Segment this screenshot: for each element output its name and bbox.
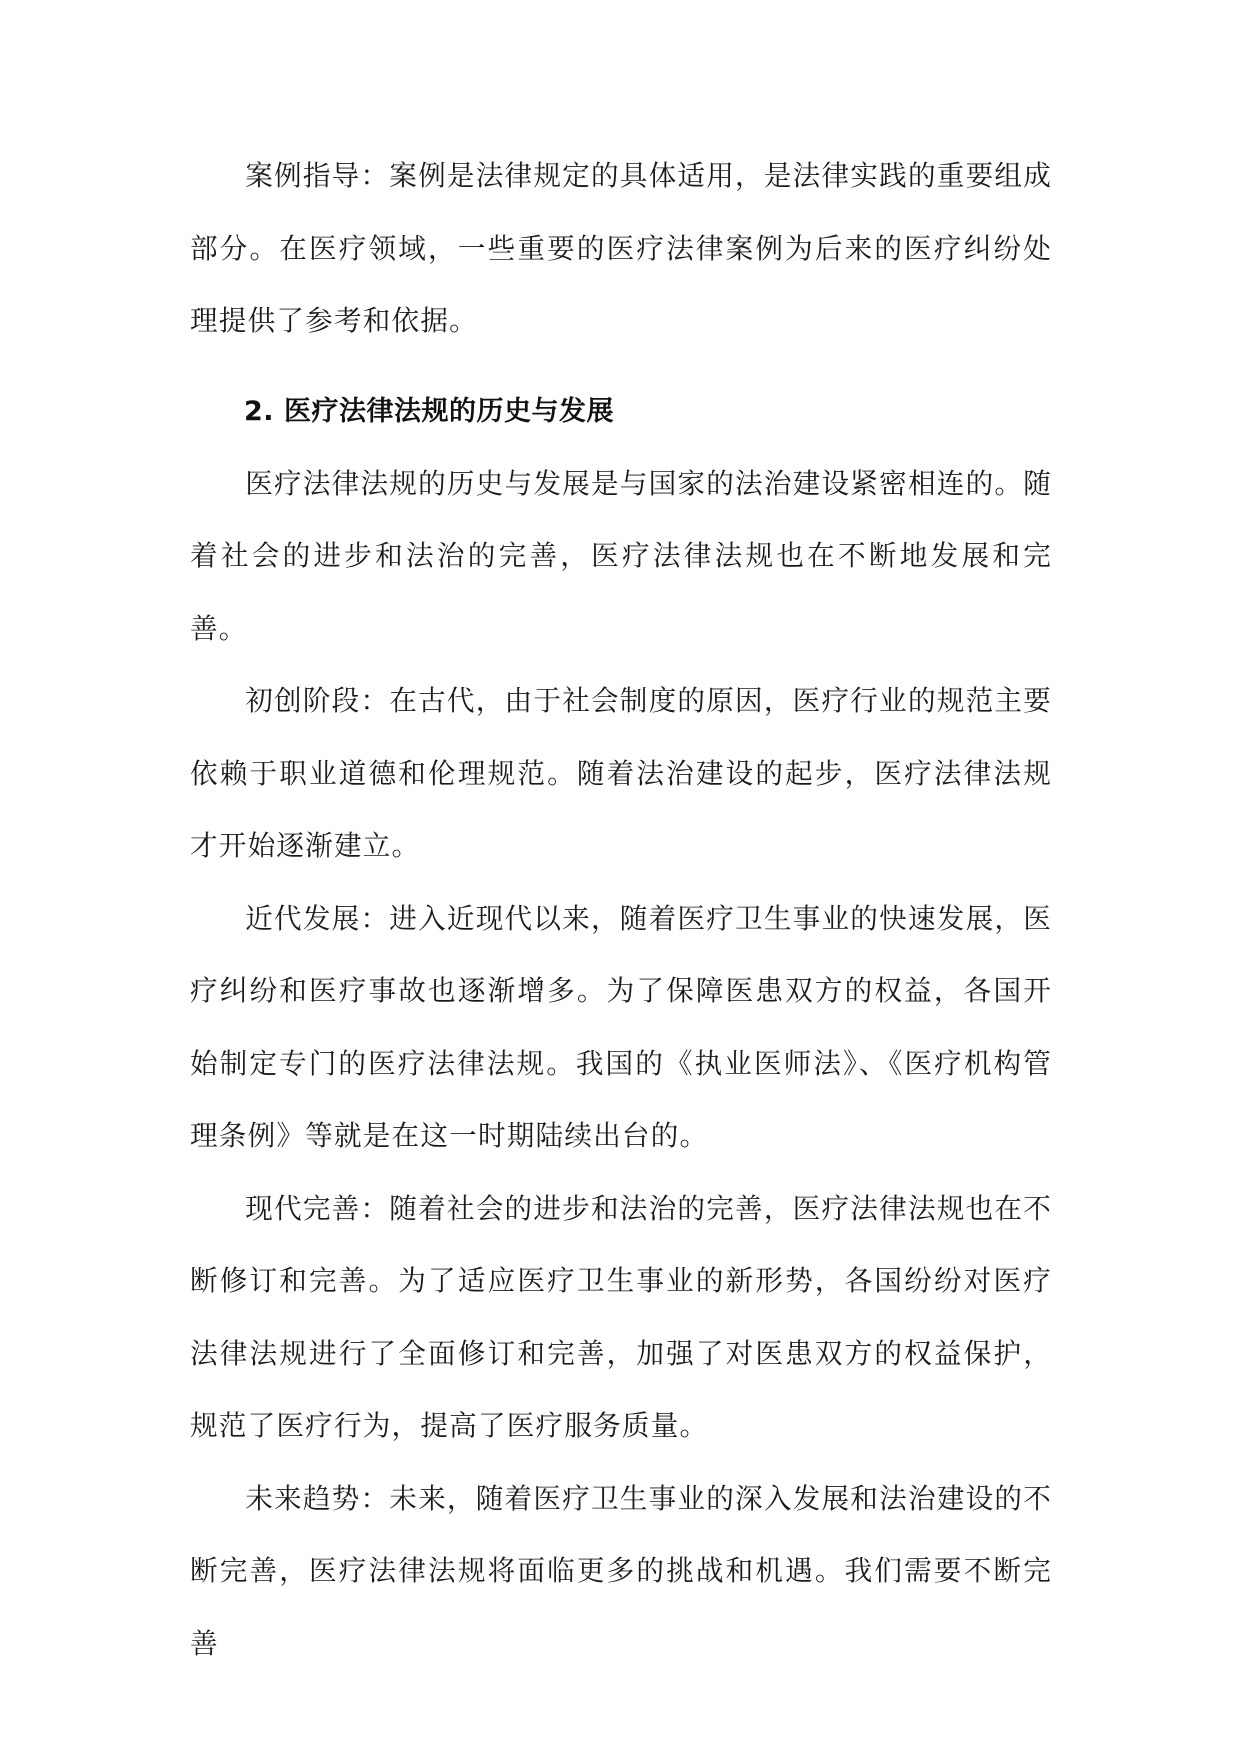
section-heading: 2. 医疗法律法规的历史与发展	[244, 395, 614, 427]
paragraph-case-guidance: 案例指导：案例是法律规定的具体适用，是法律实践的重要组成部分。在医疗领域，一些重要的医疗法律案例为后来的医疗纠纷处理提供了参考和依据。	[190, 159, 1052, 337]
paragraph-future-trends: 未来趋势：未来，随着医疗卫生事业的深入发展和法治建设的不断完善，医疗法律法规将面临更多的挑战和机遇。我们需要不断完善	[190, 1481, 1052, 1660]
paragraph-history-intro: 医疗法律法规的历史与发展是与国家的法治建设紧密相连的。随着社会的进步和法治的完善，医疗法律法规也在不断地发展和完善。	[190, 466, 1052, 645]
paragraph-early-stage: 初创阶段：在古代，由于社会制度的原因，医疗行业的规范主要依赖于职业道德和伦理规范。随着法治建设的起步，医疗法律法规才开始逐渐建立。	[190, 684, 1052, 862]
paragraph-current-improvement: 现代完善：随着社会的进步和法治的完善，医疗法律法规也在不断修订和完善。为了适应医疗卫生事业的新形势，各国纷纷对医疗法律法规进行了全面修订和完善，加强了对医患双方的权益保护，规范了医疗行为，提高了医疗服务质量。	[190, 1191, 1052, 1442]
document-body	[190, 140, 1052, 1680]
paragraph-modern-development: 近代发展：进入近现代以来，随着医疗卫生事业的快速发展，医疗纠纷和医疗事故也逐渐增多。为了保障医患双方的权益，各国开始制定专门的医疗法律法规。我国的《执业医师法》、《医疗机构管理条例》等就是在这一时期陆续出台的。	[190, 901, 1052, 1152]
